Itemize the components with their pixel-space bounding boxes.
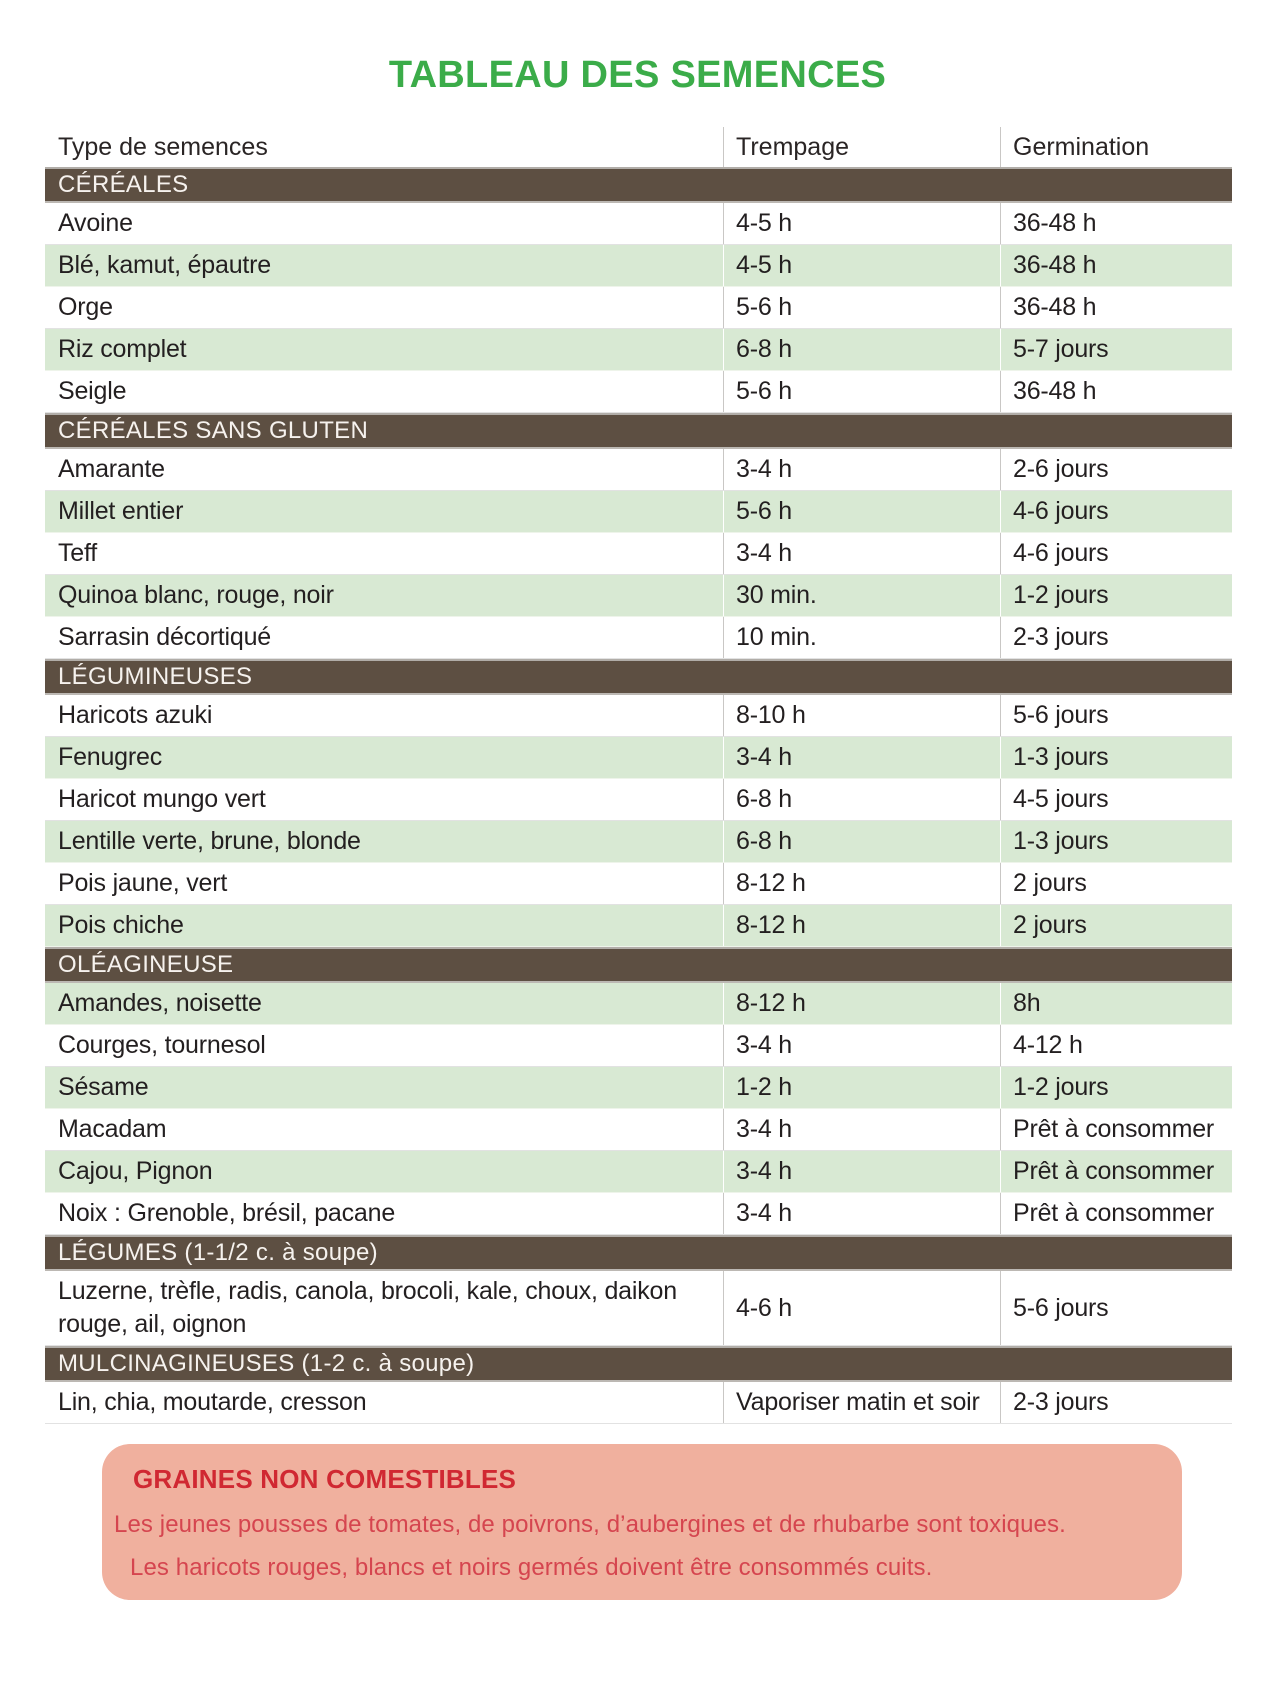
type-cell: Lin, chia, moutarde, cresson: [58, 1388, 367, 1416]
table-section: [45, 659, 1232, 947]
type-cell: Lentille verte, brune, blonde: [58, 827, 361, 855]
table-row: [45, 1382, 1232, 1424]
trempage-cell: 3-4 h: [723, 449, 1000, 490]
table-row: [45, 1025, 1232, 1067]
seed-table: [45, 127, 1232, 1424]
trempage-cell: 4-5 h: [723, 203, 1000, 244]
section-bar-label: OLÉAGINEUSE: [58, 951, 234, 978]
trempage-cell: 3-4 h: [723, 1193, 1000, 1234]
type-cell: Amandes, noisette: [58, 989, 262, 1017]
type-cell: Quinoa blanc, rouge, noir: [58, 581, 334, 609]
trempage-cell: 8-12 h: [723, 905, 1000, 946]
germination-cell: 2-6 jours: [1000, 449, 1232, 490]
table-row: [45, 695, 1232, 737]
germination-cell: 36-48 h: [1000, 287, 1232, 328]
section-bar-label: LÉGUMES (1-1/2 c. à soupe): [58, 1239, 378, 1266]
trempage-cell: 30 min.: [723, 575, 1000, 616]
table-row: [45, 329, 1232, 371]
table-row: [45, 203, 1232, 245]
header-cell-trempage: Trempage: [723, 127, 1000, 167]
type-cell: Sésame: [58, 1073, 149, 1101]
type-cell: Orge: [58, 293, 113, 321]
germination-cell: 1-3 jours: [1000, 821, 1232, 862]
trempage-cell: 3-4 h: [723, 1025, 1000, 1066]
table-body: [45, 167, 1232, 1424]
trempage-cell: 8-12 h: [723, 863, 1000, 904]
type-cell: Haricots azuki: [58, 701, 213, 729]
type-cell: Teff: [58, 539, 98, 567]
section-rows: [45, 695, 1232, 947]
type-cell: Avoine: [58, 209, 133, 237]
trempage-cell: 6-8 h: [723, 779, 1000, 820]
germination-cell: 36-48 h: [1000, 371, 1232, 412]
trempage-cell: 3-4 h: [723, 737, 1000, 778]
section-rows: [45, 1382, 1232, 1424]
table-row: [45, 1109, 1232, 1151]
germination-cell: 36-48 h: [1000, 245, 1232, 286]
table-section: [45, 1235, 1232, 1346]
trempage-cell: 3-4 h: [723, 1151, 1000, 1192]
germination-cell: 4-12 h: [1000, 1025, 1232, 1066]
table-row: [45, 245, 1232, 287]
trempage-cell: Vaporiser matin et soir: [723, 1382, 1000, 1423]
page-title: TABLEAU DES SEMENCES: [388, 54, 887, 96]
table-section: [45, 947, 1232, 1235]
germination-cell: 36-48 h: [1000, 203, 1232, 244]
type-cell: Fenugrec: [58, 743, 163, 771]
trempage-cell: 5-6 h: [723, 371, 1000, 412]
trempage-cell: 8-12 h: [723, 983, 1000, 1024]
table-row: [45, 1067, 1232, 1109]
table-row: [45, 737, 1232, 779]
section-bar: [45, 413, 1232, 449]
section-bar-label: LÉGUMINEUSES: [58, 663, 253, 690]
germination-cell: 4-6 jours: [1000, 491, 1232, 532]
table-row: [45, 983, 1232, 1025]
type-cell: Seigle: [58, 377, 127, 405]
type-cell: Millet entier: [58, 497, 184, 525]
type-cell: Pois chiche: [58, 911, 184, 939]
warning-line: Les jeunes pousses de tomates, de poivrons, d’aubergines et de rhubarbe sont toxiques.: [114, 1511, 1066, 1538]
germination-cell: 1-3 jours: [1000, 737, 1232, 778]
warning-box: [102, 1444, 1182, 1600]
germination-cell: 1-2 jours: [1000, 1067, 1232, 1108]
table-row: [45, 779, 1232, 821]
trempage-cell: 3-4 h: [723, 533, 1000, 574]
table-header: [45, 127, 1232, 167]
section-bar: [45, 947, 1232, 983]
trempage-cell: 8-10 h: [723, 695, 1000, 736]
trempage-cell: 6-8 h: [723, 821, 1000, 862]
section-bar: [45, 659, 1232, 695]
table-row: [45, 863, 1232, 905]
table-row: [45, 371, 1232, 413]
table-section: [45, 413, 1232, 659]
germination-cell: 4-6 jours: [1000, 533, 1232, 574]
germination-cell: 8h: [1000, 983, 1232, 1024]
germination-cell: Prêt à consommer: [1000, 1151, 1232, 1192]
table-section: [45, 167, 1232, 413]
trempage-cell: 3-4 h: [723, 1109, 1000, 1150]
type-cell: Blé, kamut, épautre: [58, 251, 271, 279]
section-rows: [45, 449, 1232, 659]
warning-heading: GRAINES NON COMESTIBLES: [133, 1464, 517, 1494]
type-cell: Amarante: [58, 455, 165, 483]
table-row: [45, 1151, 1232, 1193]
germination-cell: 2 jours: [1000, 863, 1232, 904]
type-cell: Noix : Grenoble, brésil, pacane: [58, 1199, 396, 1227]
germination-cell: 5-6 jours: [1000, 1271, 1232, 1345]
table-row: [45, 491, 1232, 533]
trempage-cell: 4-6 h: [723, 1271, 1000, 1345]
germination-cell: 2 jours: [1000, 905, 1232, 946]
type-cell: Cajou, Pignon: [58, 1157, 213, 1185]
germination-cell: 4-5 jours: [1000, 779, 1232, 820]
table-row: [45, 1193, 1232, 1235]
section-rows: [45, 203, 1232, 413]
trempage-cell: 1-2 h: [723, 1067, 1000, 1108]
type-cell: Courges, tournesol: [58, 1031, 266, 1059]
table-row: [45, 1271, 1232, 1346]
table-row: [45, 533, 1232, 575]
table-section: [45, 1346, 1232, 1424]
section-bar: [45, 1346, 1232, 1382]
page: [0, 54, 1275, 1704]
warning-line: Les haricots rouges, blancs et noirs germés doivent être consommés cuits.: [130, 1554, 933, 1581]
section-bar-label: MULCINAGINEUSES (1-2 c. à soupe): [58, 1350, 475, 1377]
type-cell: Macadam: [58, 1115, 167, 1143]
trempage-cell: 5-6 h: [723, 491, 1000, 532]
trempage-cell: 4-5 h: [723, 245, 1000, 286]
trempage-cell: 10 min.: [723, 617, 1000, 658]
trempage-cell: 6-8 h: [723, 329, 1000, 370]
section-bar: [45, 1235, 1232, 1271]
germination-cell: 5-7 jours: [1000, 329, 1232, 370]
section-bar-label: CÉRÉALES: [58, 171, 189, 198]
table-row: [45, 287, 1232, 329]
germination-cell: Prêt à consommer: [1000, 1109, 1232, 1150]
type-cell: Riz complet: [58, 335, 187, 363]
header-cell-type: Type de semences: [58, 132, 268, 161]
table-row: [45, 905, 1232, 947]
type-cell: Haricot mungo vert: [58, 785, 266, 813]
section-bar-label: CÉRÉALES SANS GLUTEN: [58, 417, 369, 444]
table-row: [45, 821, 1232, 863]
germination-cell: 1-2 jours: [1000, 575, 1232, 616]
table-row: [45, 617, 1232, 659]
section-rows: [45, 983, 1232, 1235]
germination-cell: 2-3 jours: [1000, 617, 1232, 658]
header-cell-germination: Germination: [1000, 127, 1232, 167]
type-cell: Luzerne, trèfle, radis, canola, brocoli, kale, choux, daikon rouge, ail, oignon: [58, 1277, 677, 1338]
table-row: [45, 575, 1232, 617]
trempage-cell: 5-6 h: [723, 287, 1000, 328]
section-bar: [45, 167, 1232, 203]
section-rows: [45, 1271, 1232, 1346]
type-cell: Sarrasin décortiqué: [58, 623, 271, 651]
table-row: [45, 449, 1232, 491]
germination-cell: 2-3 jours: [1000, 1382, 1232, 1423]
germination-cell: Prêt à consommer: [1000, 1193, 1232, 1234]
type-cell: Pois jaune, vert: [58, 869, 228, 897]
germination-cell: 5-6 jours: [1000, 695, 1232, 736]
